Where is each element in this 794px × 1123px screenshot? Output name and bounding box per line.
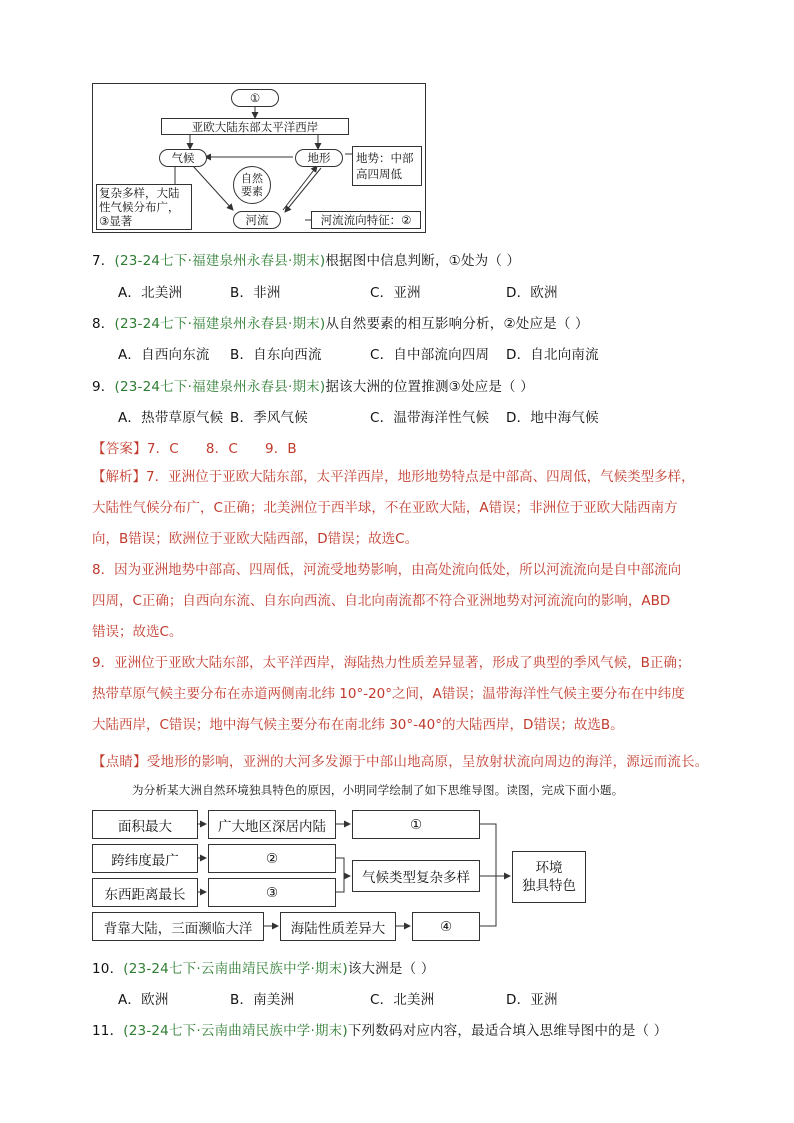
mm-climate: 气候类型复杂多样 xyxy=(352,860,480,892)
question-10 xyxy=(92,957,435,977)
q9-option-a: A．热带草原气候 xyxy=(118,410,224,426)
terrain-note-line2: 高四周低 xyxy=(356,167,402,181)
q10-num: 10． xyxy=(92,961,124,977)
q7-option-c: C．亚洲 xyxy=(370,285,421,301)
q10-option-c: C．北美洲 xyxy=(370,992,435,1008)
q9-stem: 据该大洲的位置推测③处应是（ ） xyxy=(325,379,534,395)
analysis-line-1: 7．亚洲位于亚欧大陆东部，太平洋西岸，地形地势特点是中部高、四周低，气候类型多样， xyxy=(146,469,695,485)
node-circle1: ① xyxy=(231,89,279,107)
q7-num: 7． xyxy=(92,253,115,269)
analysis-line-3: 向，B错误；欧洲位于亚欧大陆西部，D错误；故选C。 xyxy=(92,531,419,547)
node-climate: 气候 xyxy=(159,149,207,167)
q8-option-c: C．自中部流向四周 xyxy=(370,347,490,363)
mm-blank-3: ③ xyxy=(208,878,336,907)
q11-source: (23-24七下·云南曲靖民族中学·期末) xyxy=(123,1023,348,1039)
q10-option-b: B．南美洲 xyxy=(230,992,295,1008)
q9-source: (23-24七下·福建泉州永春县·期末) xyxy=(114,379,326,395)
climate-note-line1: 复杂多样，大陆 xyxy=(99,186,180,200)
mm-land-sea: 海陆性质差异大 xyxy=(280,912,396,941)
node-terrain: 地形 xyxy=(295,149,343,167)
mm-inland: 广大地区深居内陆 xyxy=(208,810,336,839)
q8-option-a: A．自西向东流 xyxy=(118,347,210,363)
analysis-line-2: 大陆性气候分布广，C正确；北美洲位于西半球，不在亚欧大陆，A错误；非洲位于亚欧大陆西南方 xyxy=(92,500,678,516)
analysis-line-5: 四周，C正确；自西向东流、自东向西流、自北向南流都不符合亚洲地势对河流流向的影响，ABD xyxy=(92,593,671,609)
q8-option-d: D．自北向南流 xyxy=(506,347,599,363)
q7-option-a: A．北美洲 xyxy=(118,285,183,301)
climate-note-line2: 性气候分布广， xyxy=(99,200,180,214)
q7-source: (23-24七下·福建泉州永春县·期末) xyxy=(114,253,326,269)
mm-blank-4: ④ xyxy=(412,912,480,941)
mm-ocean: 背靠大陆，三面濒临大洋 xyxy=(92,912,264,941)
q11-stem: 下列数码对应内容，最适合填入思维导图中的是（ ） xyxy=(347,1023,668,1039)
analysis-line-7: 9．亚洲位于亚欧大陆东部，太平洋西岸，海陆热力性质差异显著，形成了典型的季风气候，B正确； xyxy=(92,655,691,671)
q11-num: 11． xyxy=(92,1023,124,1039)
intro-text: 为分析某大洲自然环境独具特色的原因，小明同学绘制了如下思维导图。读图，完成下面小题。 xyxy=(132,783,624,797)
q9-option-b: B．季风气候 xyxy=(230,410,308,426)
q8-option-b: B．自东向西流 xyxy=(230,347,322,363)
river-note: 河流流向特征：② xyxy=(311,211,421,229)
q8-num: 8． xyxy=(92,316,115,332)
q8-source: (23-24七下·福建泉州永春县·期末) xyxy=(114,316,326,332)
dianjing-text: 受地形的影响，亚洲的大河多发源于中部山地高原，呈放射状流向周边的海洋，源远而流长。 xyxy=(146,754,709,770)
q10-option-a: A．欧洲 xyxy=(118,992,169,1008)
q9-option-c: C．温带海洋性气候 xyxy=(370,410,490,426)
answer-label: 【答案】 xyxy=(92,441,147,457)
node-title: 亚欧大陆东部太平洋西岸 xyxy=(161,118,349,135)
q7-stem: 根据图中信息判断，①处为（ ） xyxy=(325,253,521,269)
node-natural-elements: 自然 要素 xyxy=(233,166,271,204)
mm-result: 环境 独具特色 xyxy=(512,851,586,903)
terrain-note-line1: 地势：中部 xyxy=(356,151,414,165)
analysis-line-9: 大陆西岸，C错误；地中海气候主要分布在南北纬 30°-40°的大陆西岸，D错误；故选B。 xyxy=(92,717,624,733)
analysis-line-4: 8．因为亚洲地势中部高、四周低，河流受地势影响，由高处流向低处，所以河流流向是自中部流向 xyxy=(92,562,682,578)
q9-num: 9． xyxy=(92,379,115,395)
analysis-line-8: 热带草原气候主要分布在赤道两侧南北纬 10°-20°之间，A错误；温带海洋性气候主要分布在中纬度 xyxy=(92,686,685,702)
q10-stem: 该大洲是（ ） xyxy=(347,961,435,977)
analysis-label: 【解析】 xyxy=(92,469,146,485)
q7-option-b: B．非洲 xyxy=(230,285,281,301)
question-11 xyxy=(92,1019,667,1039)
answer-text: 7．C 8．C 9．B xyxy=(146,441,297,457)
q9-option-d: D．地中海气候 xyxy=(506,410,599,426)
climate-note-line3: ③显著 xyxy=(99,214,133,228)
q10-source: (23-24七下·云南曲靖民族中学·期末) xyxy=(123,961,348,977)
dianjing-label: 【点睛】 xyxy=(92,754,147,770)
mm-blank-1: ① xyxy=(352,810,480,839)
mm-area-largest: 面积最大 xyxy=(92,810,198,839)
q10-options xyxy=(118,988,558,1008)
mm-latitude: 跨纬度最广 xyxy=(92,844,198,873)
analysis-line-6: 错误；故选C。 xyxy=(92,624,183,640)
q10-option-d: D．亚洲 xyxy=(506,992,558,1008)
mm-east-west: 东西距离最长 xyxy=(92,878,198,907)
q7-option-d: D．欧洲 xyxy=(506,285,558,301)
node-river: 河流 xyxy=(233,211,281,229)
mm-blank-2: ② xyxy=(208,844,336,873)
q8-stem: 从自然要素的相互影响分析，②处应是（ ） xyxy=(325,316,589,332)
